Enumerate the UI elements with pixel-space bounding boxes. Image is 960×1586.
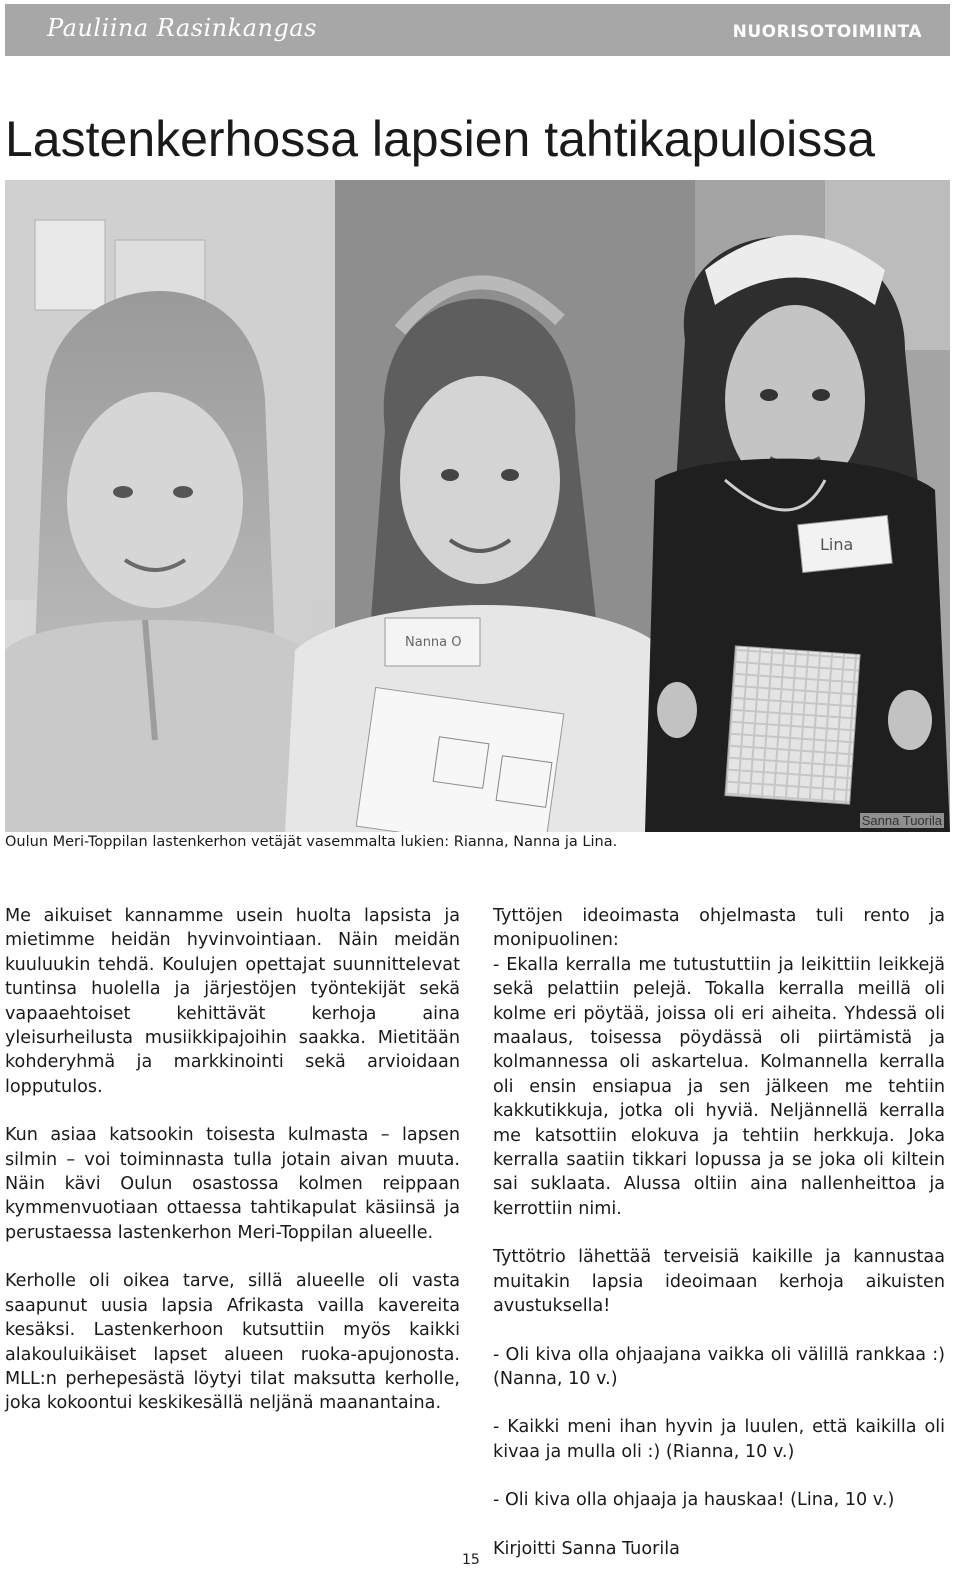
paragraph-need: Kerholle oli oikea tarve, sillä alueelle oli vasta saapunut uusia lapsia Afrikasta vailla kavereita kesäksi. Lastenkerhoon kutsuttiin myös kaikki alakouluikäiset lapset alueen ruoka-apujonosta. MLL:n perhepesästä löytyi tilat maksutta kerholle, joka kokoontui keskikesällä neljänä maanantaina. xyxy=(5,1271,460,1414)
photo-caption: Oulun Meri-Toppilan lastenkerhon vetäjät vasemmalta lukien: Rianna, Nanna ja Lina. xyxy=(5,834,618,850)
name-tag-nanna: Nanna O xyxy=(405,635,462,650)
paragraph-greetings: Tyttötrio lähettää terveisiä kaikille ja kannustaa muitakin lapsia ideoimaan kerhoja aikuisten avustuksella! xyxy=(493,1247,945,1317)
photo-illustration xyxy=(5,180,950,832)
quote-lina: - Oli kiva olla ohjaaja ja hauskaa! (Lina, 10 v.) xyxy=(493,1490,895,1511)
left-column xyxy=(5,904,460,1416)
page-header xyxy=(5,4,950,56)
page-number: 15 xyxy=(462,1552,480,1568)
name-tag-lina: Lina xyxy=(820,535,854,554)
author-name: Pauliina Rasinkangas xyxy=(47,14,317,42)
article-photo xyxy=(5,180,950,832)
paragraph-intro: Me aikuiset kannamme usein huolta lapsista ja mietimme heidän hyvinvointiaan. Näin meidän kuuluukin tehdä. Koulujen opettajat suunnittelevat tuntinsa huolella ja järjestöjen työntekijät sekä vapaaehtoiset kehittävät kerhoja aina yleisurheilusta musiikkipajoihin saakka. Mietitään kohderyhmä ja markkinointi sekä arvioidaan lopputulos. xyxy=(5,906,460,1097)
quote-rianna: - Kaikki meni ihan hyvin ja luulen, että kaikilla oli kivaa ja mulla oli :) (Rianna, 10 v.) xyxy=(493,1417,945,1462)
article-signature: Kirjoitti Sanna Tuorila xyxy=(493,1538,680,1559)
quote-nanna: - Oli kiva olla ohjaajana vaikka oli välillä rankkaa :) (Nanna, 10 v.) xyxy=(493,1344,945,1389)
article-title: Lastenkerhossa lapsien tahtikapuloissa xyxy=(5,111,875,167)
photo-credit: Sanna Tuorila xyxy=(861,813,942,828)
paragraph-program: Tyttöjen ideoimasta ohjelmasta tuli rento ja monipuolinen: - Ekalla kerralla me tutustuttiin ja leikittiin leikkejä sekä pelattiin pelejä. Tokalla kerralla meillä oli kolme eri pöytää, joissa oli eri aiheita. Yhdessä oli maalaus, toisessa pöydässä oli piirtämistä ja kolmannessa oli askartelua. Kolmannella kerralla oli ensin ensiapua ja sen jälkeen me tehtiin kakkutikkuja, jotka oli hyviä. Neljännellä kerralla me katsottiin elokuva ja tehtiin herkkuja. Joka kerralla saatiin tikkari lopussa ja se joka oli kiltein sai suklaata. Alussa oltiin aina nallenheittoa ja kerrottiin nimi. xyxy=(493,906,945,1219)
right-column xyxy=(493,904,945,1585)
paragraph-perspective: Kun asiaa katsookin toisesta kulmasta – lapsen silmin – voi toiminnasta tulla jotain aivan muuta. Näin kävi Oulun osastossa kolmen reippaan kymmenvuotiaan ottaessa tahtikapulat käsiinsä ja perustaessa lastenkerhon Meri-Toppilan alueelle. xyxy=(5,1125,460,1243)
section-label: NUORISOTOIMINTA xyxy=(732,22,922,42)
